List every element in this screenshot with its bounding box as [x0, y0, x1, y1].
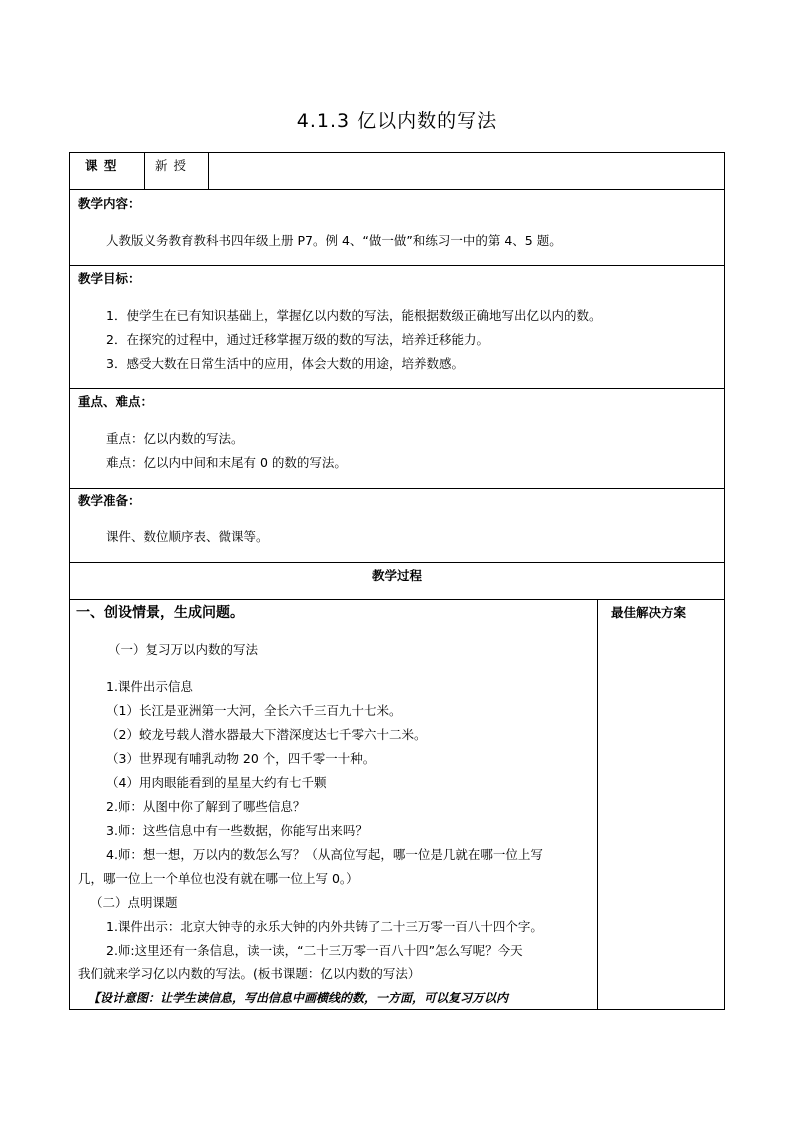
process-line: （2）蛟龙号载人潜水器最大下潜深度达七千零六十二米。	[106, 727, 427, 742]
process-line: （一）复习万以内数的写法	[108, 642, 259, 657]
preparation-text: 课件、数位顺序表、微课等。	[106, 529, 269, 544]
row-divider	[70, 488, 724, 489]
process-line: 几，哪一位上一个单位也没有就在哪一位上写 0。）	[78, 871, 359, 886]
type-value: 新 授	[155, 158, 187, 173]
process-line: 2.师:这里还有一条信息，读一读，“二十三万零一百八十四”怎么写呢？今天	[106, 943, 523, 958]
process-line: （1）长江是亚洲第一大河，全长六千三百九十七米。	[106, 703, 402, 718]
type-label: 课 型	[85, 158, 118, 173]
column-divider	[144, 153, 145, 189]
goals-heading: 教学目标：	[78, 271, 141, 286]
column-divider	[208, 153, 209, 189]
page-title: 4.1.3 亿以内数的写法	[296, 110, 498, 132]
content-heading: 教学内容：	[78, 196, 141, 211]
goal-item: 2．在探究的过程中，通过迁移掌握万级的数的写法，培养迁移能力。	[106, 332, 489, 347]
goal-item: 1．使学生在已有知识基础上，掌握亿以内数的写法，能根据数级正确地写出亿以内的数。	[106, 308, 602, 323]
section-title: 一、创设情景，生成问题。	[76, 605, 244, 621]
design-intent-note: 【设计意图：让学生读信息，写出信息中画横线的数，一方面，可以复习万以内	[88, 991, 509, 1005]
key-point: 重点：亿以内数的写法。	[106, 431, 244, 446]
column-divider	[597, 599, 598, 1009]
keypoints-heading: 重点、难点：	[78, 394, 154, 409]
process-line: 1.课件出示信息	[106, 679, 193, 694]
goal-item: 3．感受大数在日常生活中的应用，体会大数的用途，培养数感。	[106, 356, 464, 371]
process-line: （3）世界现有哺乳动物 20 个，四千零一十种。	[106, 751, 376, 766]
process-line: 4.师：想一想，万以内的数怎么写？（从高位写起，哪一位是几就在哪一位上写	[106, 847, 543, 862]
row-divider	[70, 265, 724, 266]
difficult-point: 难点：亿以内中间和末尾有 0 的数的写法。	[106, 455, 347, 470]
process-line: 我们就来学习亿以内数的写法。(板书课题：亿以内数的写法）	[78, 966, 421, 981]
content-text: 人教版义务教育教科书四年级上册 P7。例 4、“做一做”和练习一中的第 4、5 题。	[106, 233, 562, 248]
row-divider	[70, 599, 724, 600]
side-column-heading: 最佳解决方案	[611, 605, 687, 620]
preparation-heading: 教学准备：	[78, 493, 141, 508]
lesson-plan-table	[69, 152, 725, 1010]
process-line: （4）用肉眼能看到的星星大约有七千颗	[106, 775, 327, 790]
row-divider	[70, 388, 724, 389]
process-line: （二）点明课题	[90, 895, 178, 910]
process-line: 3.师：这些信息中有一些数据，你能写出来吗？	[106, 823, 368, 838]
process-line: 1.课件出示：北京大钟寺的永乐大钟的内外共铸了二十三万零一百八十四个字。	[106, 919, 543, 934]
process-heading: 教学过程	[371, 568, 422, 583]
process-line: 2.师：从图中你了解到了哪些信息？	[106, 799, 306, 814]
row-divider	[70, 189, 724, 190]
row-divider	[70, 562, 724, 563]
